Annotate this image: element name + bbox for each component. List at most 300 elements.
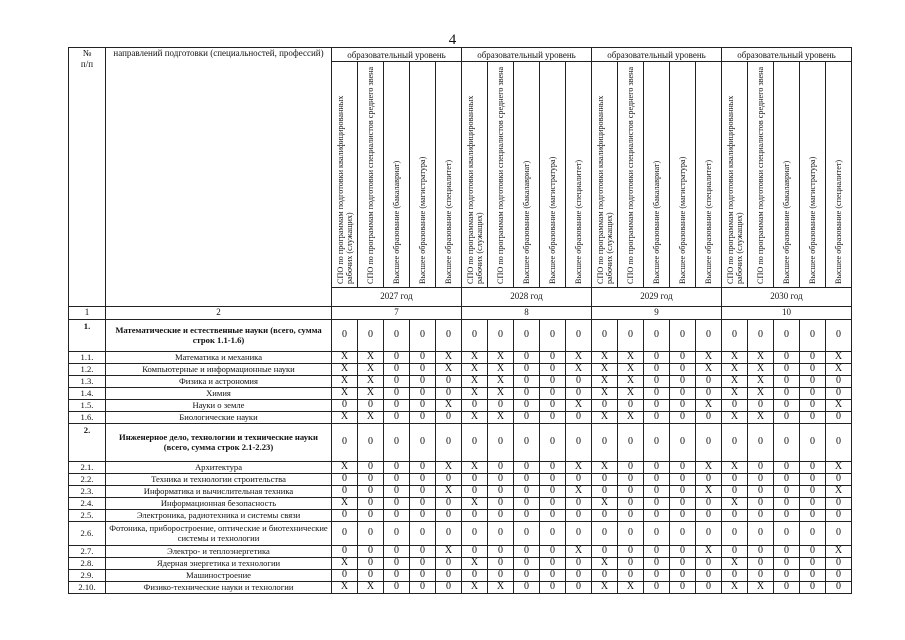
value-cell: 0	[410, 546, 436, 558]
value-cell: 0	[436, 388, 462, 400]
value-cell: 0	[748, 462, 774, 474]
value-cell: 0	[826, 558, 852, 570]
value-cell: 0	[384, 376, 410, 388]
value-cell: 0	[748, 570, 774, 582]
value-cell: 0	[566, 320, 592, 352]
value-cell: 0	[644, 558, 670, 570]
value-cell: X	[826, 364, 852, 376]
header-subcolumn-label: Высшее образование (бакалавриат)	[782, 160, 791, 284]
value-cell: 0	[618, 546, 644, 558]
value-cell: 0	[488, 498, 514, 510]
value-cell: X	[592, 412, 618, 424]
value-cell: X	[332, 364, 358, 376]
value-cell: 0	[332, 510, 358, 522]
header-subcolumn-label: СПО по программам подготовки квалифицированных рабочих (служащих)	[335, 95, 354, 284]
header-subcolumn	[332, 62, 358, 288]
value-cell: 0	[332, 546, 358, 558]
header-level-group: образовательный уровень	[592, 48, 722, 62]
header-subcolumn	[748, 62, 774, 288]
value-cell: 0	[774, 474, 800, 486]
value-cell: 0	[410, 522, 436, 546]
value-cell: 0	[644, 320, 670, 352]
value-cell: 0	[462, 400, 488, 412]
value-cell: 0	[618, 522, 644, 546]
value-cell: 0	[618, 498, 644, 510]
value-cell: X	[566, 400, 592, 412]
value-cell: 0	[488, 558, 514, 570]
value-cell: 0	[800, 474, 826, 486]
value-cell: X	[826, 486, 852, 498]
header-subcolumn-label: Высшее образование (магистратура)	[678, 156, 687, 284]
header-year: 2027 год	[332, 288, 462, 307]
value-cell: X	[696, 546, 722, 558]
value-cell: 0	[800, 388, 826, 400]
value-cell: 0	[566, 498, 592, 510]
value-cell: X	[618, 412, 644, 424]
row-direction-name: Физика и астрономия	[106, 376, 332, 388]
value-cell: 0	[514, 320, 540, 352]
value-cell: 0	[644, 498, 670, 510]
value-cell: 0	[410, 412, 436, 424]
value-cell: 0	[566, 376, 592, 388]
row-direction-name: Науки о земле	[106, 400, 332, 412]
value-cell: 0	[670, 510, 696, 522]
value-cell: 0	[514, 474, 540, 486]
table-row	[69, 498, 852, 510]
value-cell: 0	[462, 522, 488, 546]
table-row	[69, 570, 852, 582]
value-cell: X	[748, 582, 774, 594]
value-cell: 0	[540, 320, 566, 352]
value-cell: 0	[540, 474, 566, 486]
value-cell: 0	[670, 570, 696, 582]
header-subcolumn-label: СПО по программам подготовки квалифицированных рабочих (служащих)	[595, 95, 614, 284]
value-cell: 0	[722, 400, 748, 412]
value-cell: 0	[748, 400, 774, 412]
header-subcolumn	[410, 62, 436, 288]
value-cell: 0	[436, 570, 462, 582]
table-row	[69, 412, 852, 424]
value-cell: 0	[384, 364, 410, 376]
value-cell: X	[722, 462, 748, 474]
value-cell: 0	[410, 558, 436, 570]
header-year: 2028 год	[462, 288, 592, 307]
row-direction-name: Математика и механика	[106, 352, 332, 364]
table-row	[69, 424, 852, 462]
row-direction-name: Ядерная энергетика и технологии	[106, 558, 332, 570]
header-row-column-numbers	[69, 307, 852, 320]
table-row	[69, 558, 852, 570]
value-cell: 0	[774, 424, 800, 462]
value-cell: 0	[696, 558, 722, 570]
value-cell: 0	[410, 474, 436, 486]
value-cell: 0	[800, 424, 826, 462]
value-cell: X	[488, 412, 514, 424]
value-cell: 0	[644, 388, 670, 400]
value-cell: X	[332, 582, 358, 594]
value-cell: 0	[566, 424, 592, 462]
value-cell: 0	[644, 376, 670, 388]
value-cell: 0	[722, 424, 748, 462]
value-cell: X	[332, 376, 358, 388]
value-cell: 0	[514, 376, 540, 388]
value-cell: 0	[540, 364, 566, 376]
value-cell: X	[358, 582, 384, 594]
value-cell: X	[696, 364, 722, 376]
header-subcolumn-label: СПО по программам подготовки специалистов среднего звена	[366, 66, 375, 284]
value-cell: X	[722, 582, 748, 594]
value-cell: 0	[540, 352, 566, 364]
row-number: 1.3.	[69, 376, 106, 388]
value-cell: 0	[566, 522, 592, 546]
header-subcolumn	[488, 62, 514, 288]
value-cell: 0	[722, 510, 748, 522]
value-cell: 0	[826, 582, 852, 594]
value-cell: X	[592, 352, 618, 364]
value-cell: X	[722, 412, 748, 424]
value-cell: 0	[436, 498, 462, 510]
value-cell: 0	[436, 424, 462, 462]
value-cell: X	[488, 582, 514, 594]
value-cell: 0	[462, 546, 488, 558]
value-cell: X	[358, 388, 384, 400]
row-number: 2.4.	[69, 498, 106, 510]
row-direction-name: Электроника, радиотехника и системы связи	[106, 510, 332, 522]
value-cell: 0	[358, 486, 384, 498]
value-cell: 0	[592, 570, 618, 582]
value-cell: X	[748, 388, 774, 400]
value-cell: X	[332, 462, 358, 474]
value-cell: 0	[774, 570, 800, 582]
header-subcolumn-label: Высшее образование (магистратура)	[548, 156, 557, 284]
header-subcolumn-label: СПО по программам подготовки специалистов среднего звена	[496, 66, 505, 284]
value-cell: 0	[670, 522, 696, 546]
header-subcolumn-label: Высшее образование (специалитет)	[444, 159, 453, 284]
table-row	[69, 522, 852, 546]
value-cell: 0	[774, 486, 800, 498]
value-cell: 0	[592, 546, 618, 558]
value-cell: X	[462, 388, 488, 400]
value-cell: 0	[410, 320, 436, 352]
value-cell: X	[462, 364, 488, 376]
column-number: 7	[332, 307, 462, 320]
row-direction-name: Биологические науки	[106, 412, 332, 424]
value-cell: 0	[748, 498, 774, 510]
row-number: 1.1.	[69, 352, 106, 364]
value-cell: 0	[540, 510, 566, 522]
value-cell: 0	[644, 400, 670, 412]
value-cell: X	[436, 486, 462, 498]
value-cell: 0	[410, 376, 436, 388]
value-cell: 0	[410, 462, 436, 474]
education-plan-table	[68, 47, 852, 594]
value-cell: X	[488, 352, 514, 364]
value-cell: 0	[826, 510, 852, 522]
value-cell: 0	[592, 474, 618, 486]
value-cell: 0	[540, 546, 566, 558]
header-subcolumn	[540, 62, 566, 288]
value-cell: 0	[332, 400, 358, 412]
value-cell: 0	[774, 388, 800, 400]
row-direction-name: Физико-технические науки и технологии	[106, 582, 332, 594]
row-direction-name: Фотоника, приборостроение, оптические и биотехнические системы и технологии	[106, 522, 332, 546]
row-number: 1.	[69, 320, 106, 352]
value-cell: 0	[670, 486, 696, 498]
value-cell: 0	[800, 498, 826, 510]
value-cell: 0	[696, 412, 722, 424]
value-cell: 0	[774, 364, 800, 376]
value-cell: 0	[670, 364, 696, 376]
value-cell: 0	[332, 474, 358, 486]
value-cell: 0	[540, 376, 566, 388]
value-cell: 0	[540, 498, 566, 510]
row-direction-name: Инженерное дело, технологии и технические науки (всего, сумма строк 2.1-2.23)	[106, 424, 332, 462]
page-number: 4	[448, 32, 457, 48]
value-cell: 0	[722, 320, 748, 352]
value-cell: 0	[514, 352, 540, 364]
value-cell: X	[722, 498, 748, 510]
value-cell: X	[696, 352, 722, 364]
value-cell: 0	[774, 376, 800, 388]
header-subcolumn-label: Высшее образование (бакалавриат)	[392, 160, 401, 284]
header-level-group: образовательный уровень	[332, 48, 462, 62]
value-cell: 0	[748, 474, 774, 486]
value-cell: 0	[748, 558, 774, 570]
value-cell: 0	[826, 412, 852, 424]
value-cell: X	[618, 376, 644, 388]
value-cell: 0	[774, 412, 800, 424]
value-cell: 0	[488, 320, 514, 352]
header-subcolumn-label: Высшее образование (магистратура)	[418, 156, 427, 284]
header-subcolumn	[618, 62, 644, 288]
value-cell: 0	[384, 570, 410, 582]
value-cell: 0	[644, 570, 670, 582]
value-cell: 0	[774, 320, 800, 352]
value-cell: 0	[800, 486, 826, 498]
value-cell: 0	[488, 546, 514, 558]
header-subcolumn-label: СПО по программам подготовки специалистов среднего звена	[626, 66, 635, 284]
value-cell: 0	[514, 412, 540, 424]
value-cell: X	[332, 498, 358, 510]
value-cell: 0	[514, 558, 540, 570]
value-cell: 0	[696, 320, 722, 352]
value-cell: 0	[644, 486, 670, 498]
value-cell: X	[488, 388, 514, 400]
value-cell: X	[358, 376, 384, 388]
value-cell: 0	[566, 570, 592, 582]
value-cell: 0	[410, 364, 436, 376]
value-cell: 0	[800, 412, 826, 424]
value-cell: 0	[410, 400, 436, 412]
value-cell: 0	[436, 412, 462, 424]
value-cell: 0	[566, 510, 592, 522]
value-cell: 0	[384, 352, 410, 364]
value-cell: X	[696, 462, 722, 474]
value-cell: 0	[514, 498, 540, 510]
value-cell: X	[436, 364, 462, 376]
value-cell: 0	[748, 486, 774, 498]
value-cell: 0	[696, 582, 722, 594]
value-cell: 0	[670, 400, 696, 412]
value-cell: 0	[644, 352, 670, 364]
value-cell: 0	[670, 498, 696, 510]
value-cell: 0	[826, 376, 852, 388]
value-cell: 0	[514, 522, 540, 546]
table-row	[69, 510, 852, 522]
value-cell: 0	[826, 320, 852, 352]
value-cell: 0	[384, 558, 410, 570]
header-subcolumn	[722, 62, 748, 288]
value-cell: X	[618, 364, 644, 376]
value-cell: 0	[670, 462, 696, 474]
value-cell: 0	[592, 320, 618, 352]
value-cell: 0	[696, 522, 722, 546]
value-cell: X	[592, 388, 618, 400]
value-cell: X	[332, 388, 358, 400]
row-number: 2.2.	[69, 474, 106, 486]
table-row	[69, 320, 852, 352]
value-cell: 0	[748, 424, 774, 462]
value-cell: 0	[618, 474, 644, 486]
value-cell: 0	[358, 320, 384, 352]
value-cell: 0	[800, 570, 826, 582]
value-cell: 0	[514, 486, 540, 498]
value-cell: 0	[488, 486, 514, 498]
value-cell: 0	[514, 400, 540, 412]
value-cell: 0	[332, 486, 358, 498]
header-year: 2029 год	[592, 288, 722, 307]
value-cell: 0	[618, 424, 644, 462]
value-cell: 0	[644, 424, 670, 462]
value-cell: 0	[488, 462, 514, 474]
value-cell: X	[722, 376, 748, 388]
header-subcolumn	[644, 62, 670, 288]
value-cell: 0	[566, 412, 592, 424]
value-cell: 0	[748, 510, 774, 522]
table-row	[69, 364, 852, 376]
value-cell: 0	[514, 570, 540, 582]
value-cell: 0	[358, 462, 384, 474]
value-cell: 0	[722, 546, 748, 558]
value-cell: X	[826, 462, 852, 474]
value-cell: 0	[592, 400, 618, 412]
value-cell: X	[722, 388, 748, 400]
value-cell: X	[462, 582, 488, 594]
value-cell: 0	[384, 498, 410, 510]
value-cell: 0	[800, 364, 826, 376]
value-cell: 0	[722, 522, 748, 546]
value-cell: 0	[384, 462, 410, 474]
value-cell: 0	[488, 400, 514, 412]
value-cell: X	[488, 364, 514, 376]
value-cell: 0	[410, 570, 436, 582]
value-cell: X	[566, 364, 592, 376]
value-cell: 0	[462, 486, 488, 498]
value-cell: X	[696, 486, 722, 498]
header-row-group	[69, 48, 852, 62]
value-cell: X	[436, 546, 462, 558]
value-cell: 0	[436, 474, 462, 486]
value-cell: 0	[774, 510, 800, 522]
value-cell: 0	[826, 424, 852, 462]
value-cell: 0	[748, 522, 774, 546]
value-cell: 0	[670, 424, 696, 462]
column-number: 1	[69, 307, 106, 320]
value-cell: 0	[332, 424, 358, 462]
value-cell: 0	[436, 320, 462, 352]
value-cell: 0	[800, 510, 826, 522]
table-row	[69, 582, 852, 594]
row-number: 1.5.	[69, 400, 106, 412]
value-cell: 0	[514, 462, 540, 474]
value-cell: 0	[748, 546, 774, 558]
header-subcolumn	[826, 62, 852, 288]
value-cell: 0	[800, 462, 826, 474]
value-cell: 0	[670, 388, 696, 400]
value-cell: X	[462, 376, 488, 388]
value-cell: X	[592, 498, 618, 510]
table-row	[69, 388, 852, 400]
value-cell: X	[722, 558, 748, 570]
value-cell: 0	[436, 582, 462, 594]
value-cell: X	[462, 498, 488, 510]
value-cell: 0	[670, 582, 696, 594]
value-cell: 0	[800, 352, 826, 364]
value-cell: 0	[618, 400, 644, 412]
value-cell: 0	[670, 558, 696, 570]
value-cell: X	[358, 364, 384, 376]
value-cell: 0	[670, 474, 696, 486]
value-cell: 0	[774, 352, 800, 364]
value-cell: 0	[384, 400, 410, 412]
value-cell: 0	[774, 462, 800, 474]
header-subcolumn	[592, 62, 618, 288]
value-cell: 0	[644, 546, 670, 558]
row-number: 2.5.	[69, 510, 106, 522]
header-subcolumn	[358, 62, 384, 288]
value-cell: 0	[384, 510, 410, 522]
value-cell: 0	[644, 412, 670, 424]
value-cell: 0	[800, 376, 826, 388]
value-cell: 0	[358, 498, 384, 510]
value-cell: X	[332, 412, 358, 424]
value-cell: 0	[514, 424, 540, 462]
value-cell: 0	[540, 388, 566, 400]
header-subcolumn-label: СПО по программам подготовки специалистов среднего звена	[756, 66, 765, 284]
row-direction-name: Электро- и теплоэнергетика	[106, 546, 332, 558]
value-cell: 0	[592, 486, 618, 498]
value-cell: 0	[618, 558, 644, 570]
value-cell: 0	[384, 320, 410, 352]
value-cell: X	[748, 412, 774, 424]
value-cell: X	[618, 582, 644, 594]
value-cell: 0	[826, 522, 852, 546]
value-cell: 0	[826, 570, 852, 582]
table-row	[69, 546, 852, 558]
value-cell: 0	[696, 570, 722, 582]
value-cell: 0	[722, 474, 748, 486]
value-cell: 0	[410, 498, 436, 510]
value-cell: 0	[800, 320, 826, 352]
value-cell: 0	[696, 424, 722, 462]
row-number: 2.1.	[69, 462, 106, 474]
value-cell: X	[592, 558, 618, 570]
value-cell: X	[436, 462, 462, 474]
row-number: 1.6.	[69, 412, 106, 424]
value-cell: X	[566, 352, 592, 364]
value-cell: X	[748, 376, 774, 388]
value-cell: 0	[696, 376, 722, 388]
